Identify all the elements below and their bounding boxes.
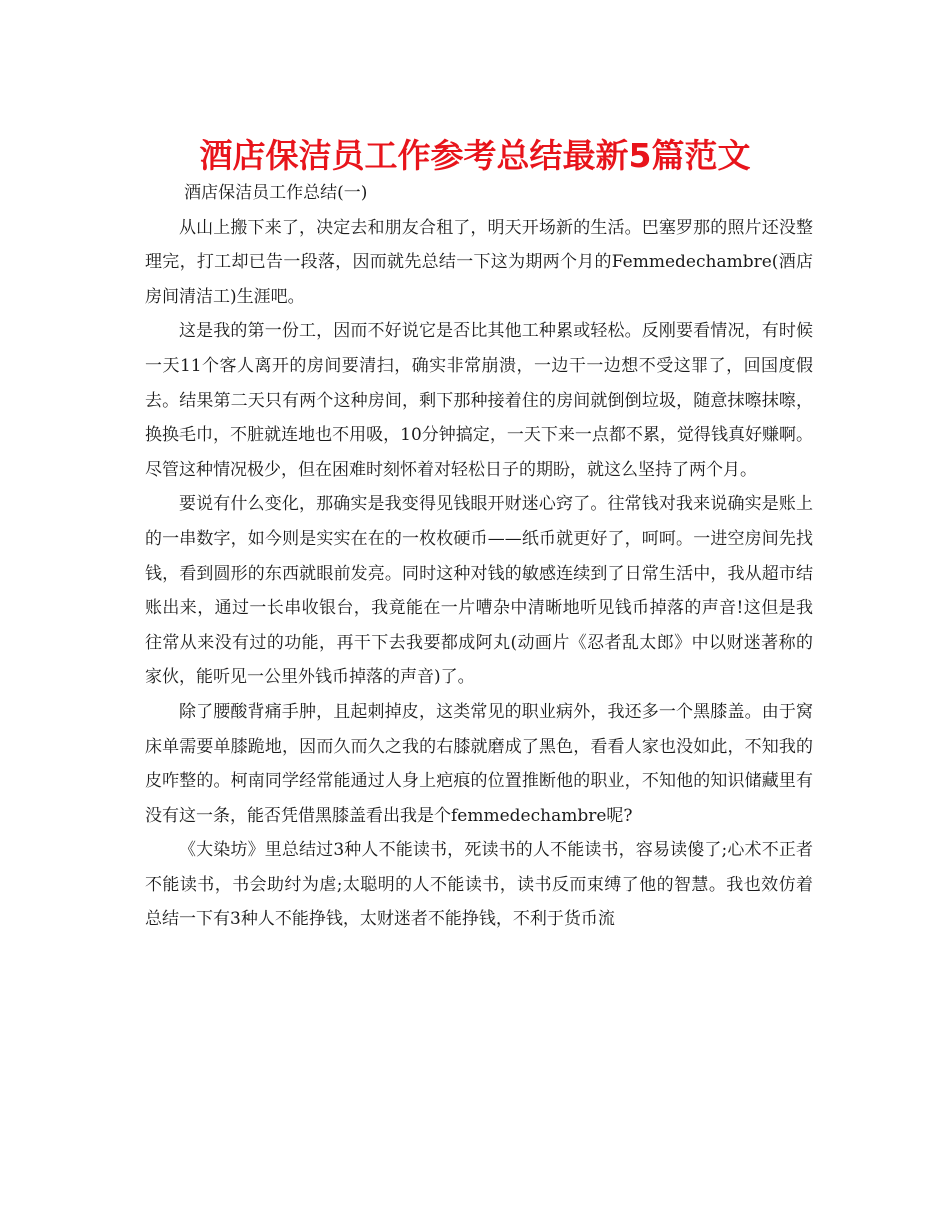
paragraph-2: 这是我的第一份工，因而不好说它是否比其他工种累或轻松。反刚要看情况，有时候一天11个客人离开的房间要清扫，确实非常崩溃，一边干一边想不受这罪了，回国度假去。结果第二天只有两个这种房间，剩下那种接着住的房间就倒倒垃圾，随意抹嚓抹嚓，换换毛巾，不脏就连地也不用吸，10分钟搞定，一天下来一点都不累，觉得钱真好赚啊。尽管这种情况极少，但在困难时刻怀着对轻松日子的期盼，就这么坚持了两个月。	[145, 321, 813, 480]
section-subtitle: 酒店保洁员工作总结(一)	[184, 183, 368, 203]
document-body	[145, 176, 813, 937]
paragraph-5: 《大染坊》里总结过3种人不能读书，死读书的人不能读书，容易读傻了;心术不正者不能读书，书会助纣为虐;太聪明的人不能读书，读书反而束缚了他的智慧。我也效仿着总结一下有3种人不能挣钱，太财迷者不能挣钱，不利于货币流	[145, 840, 813, 930]
document-title: 酒店保洁员工作参考总结最新5篇范文	[199, 136, 751, 175]
paragraph-4: 除了腰酸背痛手肿，且起刺掉皮，这类常见的职业病外，我还多一个黑膝盖。由于窝床单需要单膝跪地，因而久而久之我的右膝就磨成了黑色，看看人家也没如此，不知我的皮咋整的。柯南同学经常能通过人身上疤痕的位置推断他的职业，不知他的知识储藏里有没有这一条，能否凭借黑膝盖看出我是个femmedechambre呢?	[145, 701, 813, 826]
paragraph-1: 从山上搬下来了，决定去和朋友合租了，明天开场新的生活。巴塞罗那的照片还没整理完，打工却已告一段落，因而就先总结一下这为期两个月的Femmedechambre(酒店房间清洁工)生涯吧。	[145, 217, 813, 307]
paragraph-3: 要说有什么变化，那确实是我变得见钱眼开财迷心窍了。往常钱对我来说确实是账上的一串数字，如今则是实实在在的一枚枚硬币——纸币就更好了，呵呵。一进空房间先找钱，看到圆形的东西就眼前发亮。同时这种对钱的敏感连续到了日常生活中，我从超市结账出来，通过一长串收银台，我竟能在一片嘈杂中清晰地听见钱币掉落的声音!这但是我往常从来没有过的功能，再干下去我要都成阿丸(动画片《忍者乱太郎》中以财迷著称的家伙，能听见一公里外钱币掉落的声音)了。	[145, 494, 813, 688]
